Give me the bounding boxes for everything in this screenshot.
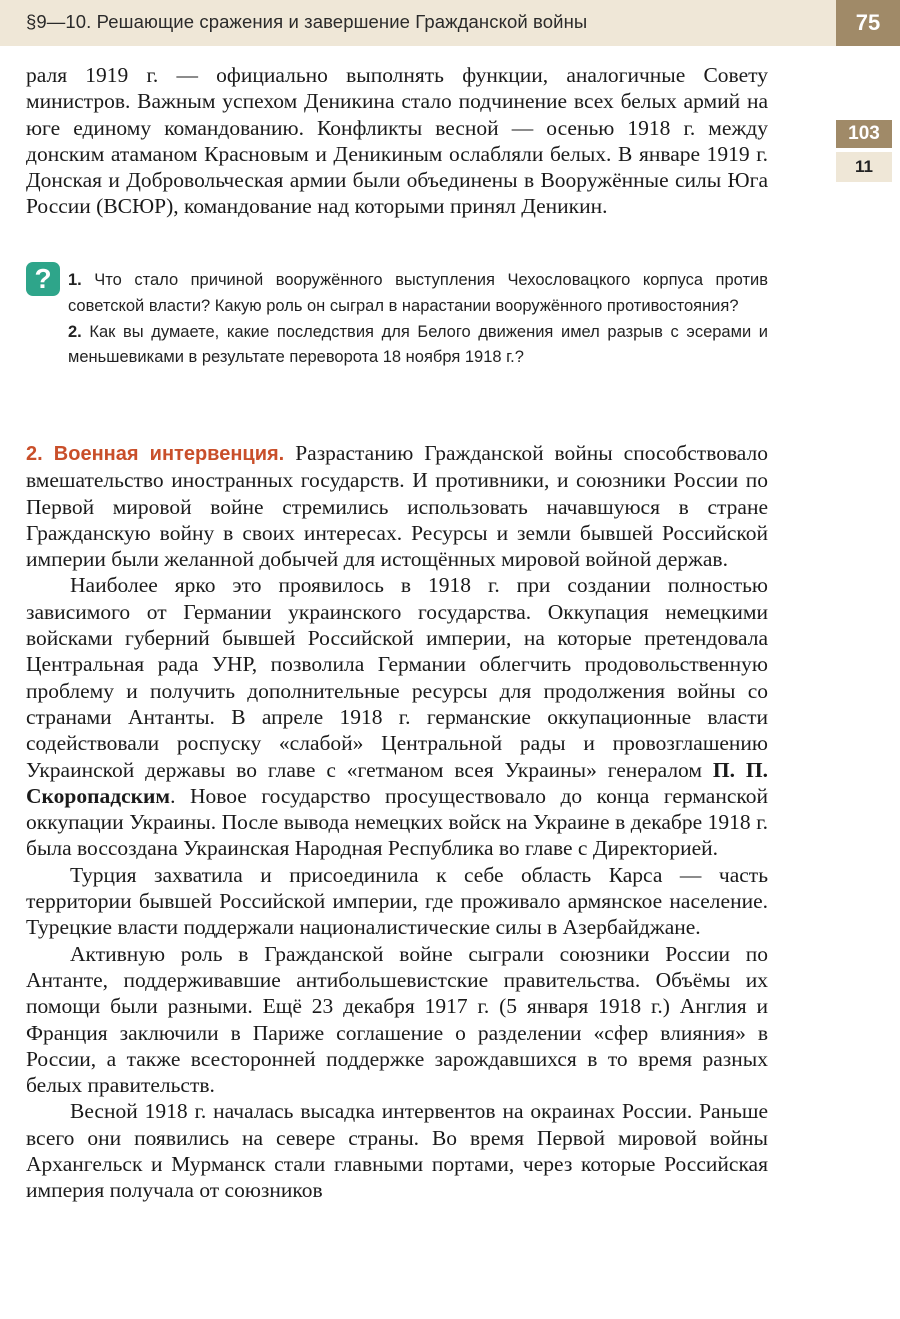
section-first-paragraph-text: Разрастанию Гражданской войны способствовало вмешательство иностранных государств. И противники, и союзники России по Первой мировой войне стремились использовать начавшуюся в стране Гражданскую войну в своих интересах. Ресурсы и земли бывшей Российской империи были желанной добычей для истощённых мировой войной держав. [26, 441, 769, 572]
paragraph-turkey: Турция захватила и присоединила к себе область Карса — часть территории бывшей Российской империи, где проживало армянское население. Турецкие власти поддержали националистические силы в Азербайджане. [26, 862, 768, 940]
reference-badge-top: 103 [836, 120, 892, 148]
paragraph-ukraine [26, 572, 768, 861]
paragraph-entente: Активную роль в Гражданской войне сыграли союзники России по Антанте, поддерживавшие антибольшевистские правительства. Объёмы их помощи были разными. Ещё 23 декабря 1917 г. (5 января 1918 г.) Англия и Франция заключили в Париже соглашение о разделении «сфер влияния» в России, а также всесторонней поддержке зарождавшихся в то время разных белых правительств. [26, 941, 768, 1098]
questions-block [68, 268, 768, 371]
intro-paragraph: раля 1919 г. — официально выполнять функции, аналогичные Совету министров. Важным успехом Деникина стало подчинение всех белых армий на юге единому командованию. Конфликты весной — осенью 1918 г. между донским атаманом Красновым и Деникиным ослабляли белых. В январе 1919 г. Донская и Добровольческая армии были объединены в Вооружённые силы Юга России (ВСЮР), командование над которыми принял Деникин. [26, 63, 768, 219]
page-header [0, 0, 836, 46]
question-text: Что стало причиной вооружённого выступления Чехословацкого корпуса против советской власти? Какую роль он сыграл в нарастании вооружённого противостояния? [68, 271, 769, 315]
section-first-paragraph [26, 440, 768, 572]
chapter-title: §9—10. Решающие сражения и завершение Гражданской войны [26, 11, 588, 32]
question-text: Как вы думаете, какие последствия для Белого движения имел разрыв с эсерами и меньшевиками в результате переворота 18 ноября 1918 г.? [68, 322, 768, 367]
question-item-1 [68, 268, 768, 320]
skoropadsky-name: П. П. Скоропадским [26, 757, 768, 808]
question-mark-icon: ? [26, 262, 60, 296]
paragraph-landing: Весной 1918 г. началась высадка интервентов на окраинах России. Раньше всего они появились на севере страны. Во время Первой мировой войны Архангельск и Мурманск стали главными портами, через которые Российская империя получала от союзников [26, 1099, 768, 1203]
question-number: 1. [68, 271, 82, 289]
intro-paragraph-block [26, 62, 768, 220]
paragraph-ukraine-text-b: . Новое государство просуществовало до конца германской оккупации Украины. После вывода немецких войск на Украине в декабре 1918 г. была воссоздана Украинская Народная Республика во главе с Директорией. [26, 783, 768, 861]
question-number: 2. [68, 322, 82, 341]
question-item-2 [68, 320, 768, 372]
paragraph-ukraine-text-a: Наиболее ярко это проявилось в 1918 г. при создании полностью зависимого от Германии украинского государства. Оккупация немецкими войсками губерний бывшей Российской империи, на которые претендовала Центральная рада УНР, позволила Германии облегчить продовольственную проблему и получить дополнительные ресурсы для продолжения войны со странами Антанты. В апреле 1918 г. германские оккупационные власти содействовали роспуску «слабой» Центральной рады и провозглашению Украинской державы во главе с «гетманом всея Украины» генералом [26, 573, 768, 782]
section-body [26, 440, 768, 1204]
reference-badge-bottom: 11 [836, 152, 892, 182]
section-heading: 2. Военная интервенция. [26, 443, 285, 465]
page-number: 75 [836, 0, 900, 46]
